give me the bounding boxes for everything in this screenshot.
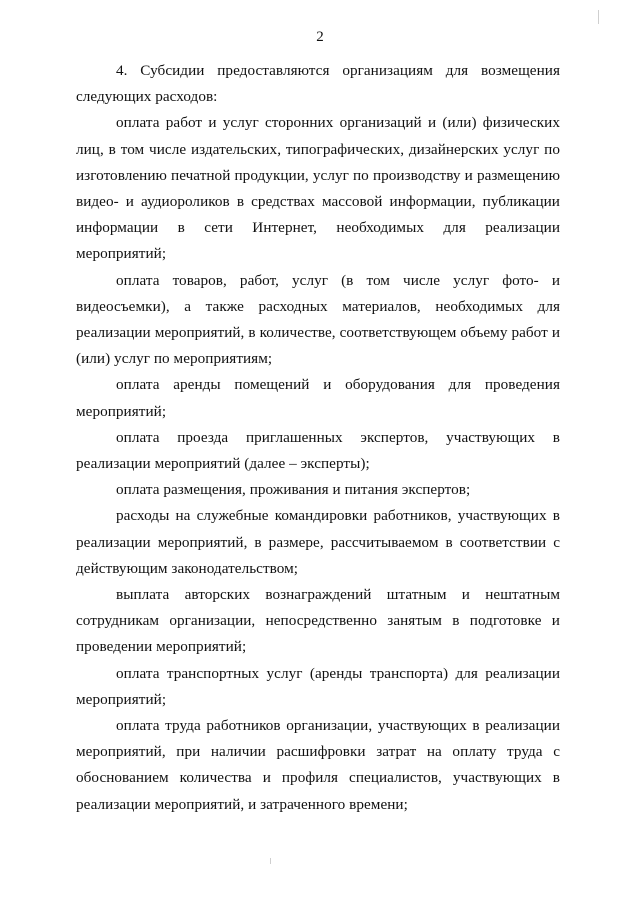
paragraph-expert-travel: оплата проезда приглашенных экспертов, участвующих в реализации мероприятий (далее – эксперты); xyxy=(76,428,560,473)
paragraph-business-trips: расходы на служебные командировки работников, участвующих в реализации мероприятий, в размере, рассчитываемом в соответствии с действующим законодательством; xyxy=(76,507,560,577)
paragraph-author-fees: выплата авторских вознаграждений штатным и нештатным сотрудникам организации, непосредственно занятым в подготовке и проведении мероприятий; xyxy=(76,586,560,656)
paragraph-premises-rental: оплата аренды помещений и оборудования для проведения мероприятий; xyxy=(76,376,560,420)
paragraph-transport-services: оплата транспортных услуг (аренды транспорта) для реализации мероприятий; xyxy=(76,664,560,708)
document-body xyxy=(76,58,560,818)
scan-artifact-bottom xyxy=(270,858,271,864)
paragraph-staff-wages: оплата труда работников организации, участвующих в реализации мероприятий, при наличии расшифровки затрат на оплату труда с обоснованием количества и профиля специалистов, участвующих в реализации мероприятий, и затраченного времени; xyxy=(76,717,560,813)
paragraph-goods-and-materials: оплата товаров, работ, услуг (в том числе услуг фото- и видеосъемки), а также расходных материалов, необходимых для реализации мероприятий, в количестве, соответствующем объему работ и (или) услуг по мероприятиям; xyxy=(76,271,560,368)
paragraph-expert-accommodation: оплата размещения, проживания и питания экспертов; xyxy=(116,481,471,499)
page-number: 2 xyxy=(316,29,324,45)
scan-artifact-top xyxy=(598,10,599,24)
paragraph-third-party-services: оплата работ и услуг сторонних организаций и (или) физических лиц, в том числе издательских, типографических, дизайнерских услуг по изготовлению печатной продукции, услуг по производству и размещению видео- и аудиороликов в средствах массовой информации, публикации информации в сети Интернет, необходимых для реализации мероприятий; xyxy=(76,114,560,263)
paragraph-subsidies-intro: 4. Субсидии предоставляются организациям для возмещения следующих расходов: xyxy=(76,62,560,106)
